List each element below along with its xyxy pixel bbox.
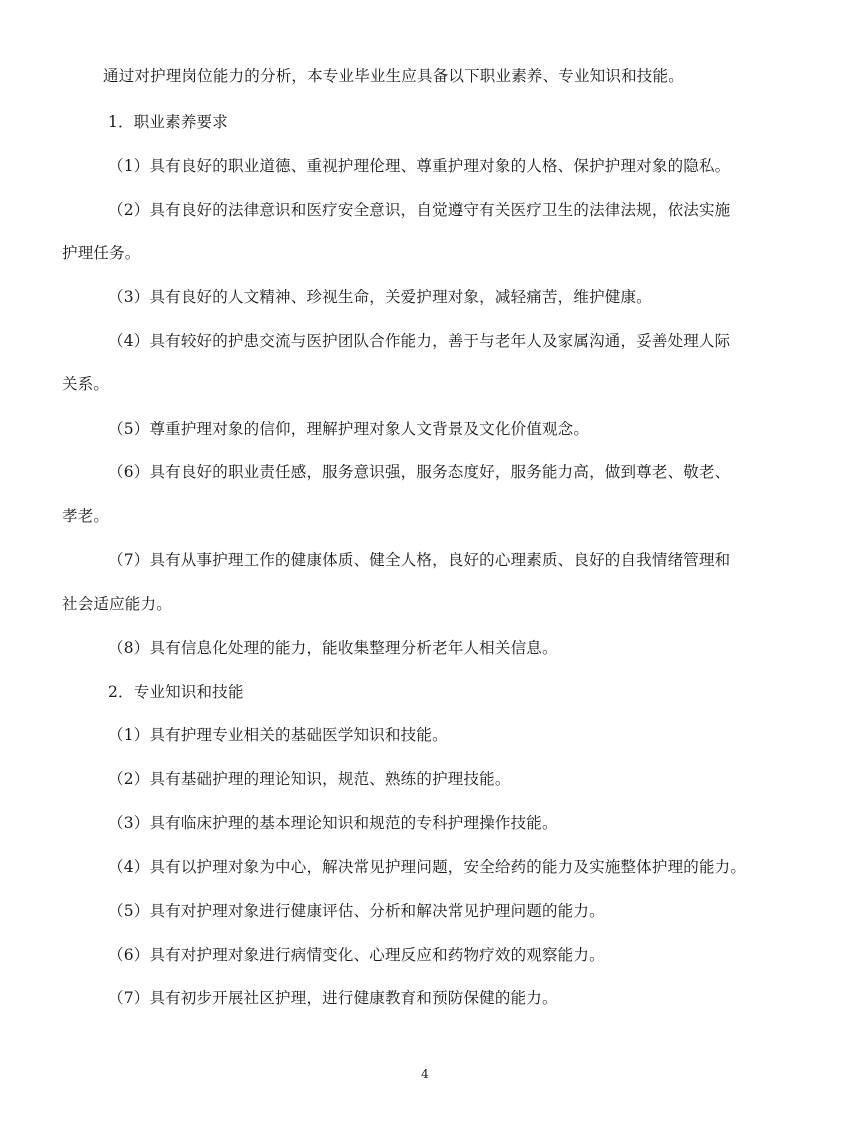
list-item: （2）具有基础护理的理论知识，规范、熟练的护理技能。 <box>108 770 511 788</box>
list-item: （6）具有良好的职业责任感，服务意识强，服务态度好，服务能力高，做到尊老、敬老、 <box>108 463 731 481</box>
intro-paragraph: 通过对护理岗位能力的分析，本专业毕业生应具备以下职业素养、专业知识和技能。 <box>103 67 684 85</box>
list-item: （1）具有护理专业相关的基础医学知识和技能。 <box>108 726 448 744</box>
list-item-continuation: 社会适应能力。 <box>62 595 172 613</box>
list-item: （7）具有初步开展社区护理，进行健康教育和预防保健的能力。 <box>108 989 558 1007</box>
list-item: （6）具有对护理对象进行病情变化、心理反应和药物疗效的观察能力。 <box>108 946 605 964</box>
list-item: （3）具有良好的人文精神、珍视生命，关爱护理对象，减轻痛苦，维护健康。 <box>108 288 652 306</box>
list-item-continuation: 护理任务。 <box>62 244 141 262</box>
list-item: （5）尊重护理对象的信仰，理解护理对象人文背景及文化价值观念。 <box>108 420 590 438</box>
list-item-continuation: 关系。 <box>62 375 110 393</box>
list-item: （4）具有以护理对象为中心，解决常见护理问题，安全给药的能力及实施整体护理的能力。 <box>108 858 747 876</box>
list-item: （2）具有良好的法律意识和医疗安全意识，自觉遵守有关医疗卫生的法律法规，依法实施 <box>108 201 731 219</box>
list-item: （5）具有对护理对象进行健康评估、分析和解决常见护理问题的能力。 <box>108 902 605 920</box>
list-item: （7）具有从事护理工作的健康体质、健全人格，良好的心理素质、良好的自我情绪管理和 <box>108 551 731 569</box>
list-item: （4）具有较好的护患交流与医护团队合作能力，善于与老年人及家属沟通，妥善处理人际 <box>108 332 731 350</box>
list-item: （1）具有良好的职业道德、重视护理伦理、尊重护理对象的人格、保护护理对象的隐私。 <box>108 157 731 175</box>
section-heading: 1．职业素养要求 <box>108 113 228 131</box>
section-heading: 2．专业知识和技能 <box>108 683 244 701</box>
page-number: 4 <box>421 1067 429 1081</box>
list-item-continuation: 孝老。 <box>62 507 110 525</box>
list-item: （3）具有临床护理的基本理论知识和规范的专科护理操作技能。 <box>108 814 558 832</box>
list-item: （8）具有信息化处理的能力，能收集整理分析老年人相关信息。 <box>108 639 558 657</box>
